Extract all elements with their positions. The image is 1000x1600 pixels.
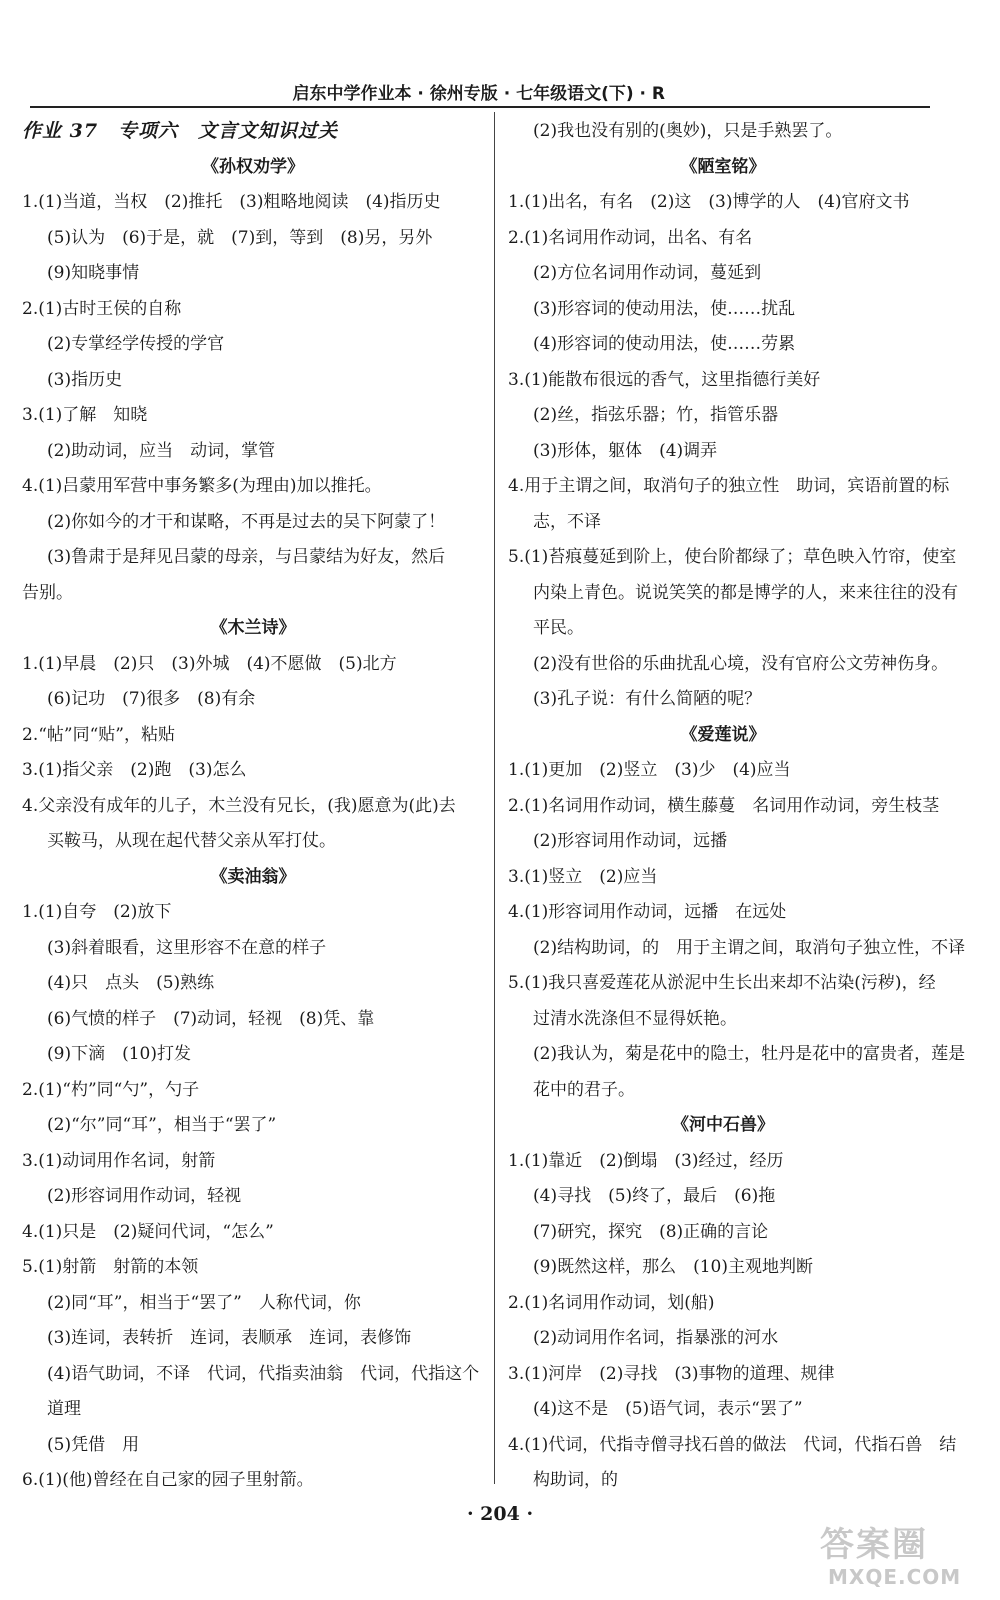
answer-line: (2)专掌经学传授的学官 <box>47 334 225 354</box>
answer-line: (2)结构助词，的 用于主谓之间，取消句子独立性，不译 <box>533 937 966 958</box>
answer-line: (4)寻找 (5)终了，最后 (6)拖 <box>533 1186 776 1206</box>
answer-line: 1.(1)更加 (2)竖立 (3)少 (4)应当 <box>508 760 791 780</box>
answer-line: 2.(1)“杓”同“勺”，勺子 <box>22 1079 200 1100</box>
answer-line: 过清水洗涤但不显得妖艳。 <box>533 1008 737 1029</box>
watermark-domain: MXQE.COM <box>828 1565 962 1589</box>
answer-line: (4)这不是 (5)语气词，表示“罢了” <box>533 1399 803 1419</box>
answer-line: 3.(1)能散布很远的香气，这里指德行美好 <box>508 369 821 390</box>
answer-line: 1.(1)靠近 (2)倒塌 (3)经过，经历 <box>508 1150 784 1171</box>
answer-line: (2)形容词用作动词，远播 <box>533 831 728 851</box>
watermark-text: 答案圈 <box>820 1525 928 1565</box>
answer-line: (2)“尔”同“耳”，相当于“罢了” <box>47 1115 277 1135</box>
running-header: 启东中学作业本 · 徐州专版 · 七年级语文(下) · R <box>30 80 930 108</box>
answer-line: (2)助动词，应当 动词，掌管 <box>47 440 276 461</box>
answer-line: (3)斜着眼看，这里形容不在意的样子 <box>47 937 327 958</box>
answer-line: 3.(1)动词用作名词，射箭 <box>22 1150 216 1171</box>
answer-line: 3.(1)了解 知晓 <box>22 405 148 425</box>
answer-line: 道理 <box>47 1399 81 1419</box>
answer-line: (3)连词，表转折 连词，表顺承 连词，表修饰 <box>47 1328 412 1348</box>
answer-line: 平民。 <box>533 618 584 638</box>
answer-line: (2)动词用作名词，指暴涨的河水 <box>533 1328 779 1348</box>
answer-line: 4.用于主谓之间，取消句子的独立性 助词，宾语前置的标 <box>508 476 950 496</box>
answer-line: 2.“帖”同“贴”，粘贴 <box>22 724 175 745</box>
answer-line: (4)形容词的使动用法，使……劳累 <box>533 334 796 354</box>
answer-line: 2.(1)古时王侯的自称 <box>22 298 182 319</box>
answer-line: (3)形体，躯体 (4)调弄 <box>533 440 718 461</box>
section-title: 《卖油翁》 <box>210 866 296 887</box>
left-column <box>22 114 484 1499</box>
answer-line: 志，不译 <box>533 511 601 532</box>
answer-line: (6)气愤的样子 (7)动词，轻视 (8)凭、靠 <box>47 1008 375 1029</box>
answer-line: 4.(1)形容词用作动词，远播 在远处 <box>508 902 787 922</box>
answer-line: 买鞍马，从现在起代替父亲从军打仗。 <box>47 831 336 851</box>
answer-line: (2)同“耳”，相当于“罢了” 人称代词，你 <box>47 1292 361 1313</box>
answer-line: 4.(1)代词，代指寺僧寻找石兽的做法 代词，代指石兽 结 <box>508 1434 957 1455</box>
answer-line: (2)你如今的才干和谋略，不再是过去的吴下阿蒙了！ <box>47 511 446 532</box>
right-column <box>508 114 966 1499</box>
answer-line: 5.(1)射箭 射箭的本领 <box>22 1257 199 1277</box>
section-title: 《河中石兽》 <box>672 1115 774 1135</box>
answer-line: (3)鲁肃于是拜见吕蒙的母亲，与吕蒙结为好友，然后 <box>47 547 446 567</box>
answer-line: (5)认为 (6)于是，就 (7)到，等到 (8)另，另外 <box>47 227 433 248</box>
answer-line: (4)语气助词，不译 代词，代指卖油翁 代词，代指这个 <box>47 1363 480 1384</box>
section-title: 《孙权劝学》 <box>202 156 304 177</box>
answer-line: 1.(1)出名，有名 (2)这 (3)博学的人 (4)官府文书 <box>508 192 910 212</box>
answer-line: (4)只 点头 (5)熟练 <box>47 973 215 993</box>
section-title: 《爱莲说》 <box>680 724 766 745</box>
answer-line: (2)方位名词用作动词，蔓延到 <box>533 263 762 283</box>
answer-line: 4.(1)只是 (2)疑问代词，“怎么” <box>22 1221 274 1242</box>
section-title: 《陋室铭》 <box>680 156 766 177</box>
answer-line: 内染上青色。说说笑笑的都是博学的人，来来往往的没有 <box>533 582 958 603</box>
assignment-title: 作业 37 专项六 文言文知识过关 <box>22 120 339 142</box>
answer-line: 6.(1)(他)曾经在自己家的园子里射箭。 <box>22 1470 314 1490</box>
answer-line: 2.(1)名词用作动词，划(船) <box>508 1292 715 1313</box>
answer-line: (9)既然这样，那么 (10)主观地判断 <box>533 1257 813 1277</box>
answer-line: (3)指历史 <box>47 369 123 390</box>
watermark-logo <box>820 1525 990 1595</box>
answer-line: 3.(1)指父亲 (2)跑 (3)怎么 <box>22 760 247 780</box>
column-divider <box>494 112 495 1484</box>
answer-line: (2)形容词用作动词，轻视 <box>47 1186 242 1206</box>
answer-line: (3)形容词的使动用法，使……扰乱 <box>533 298 796 319</box>
answer-line: 2.(1)名词用作动词，横生藤蔓 名词用作动词，旁生枝茎 <box>508 795 940 816</box>
answer-line: (2)我也没有别的(奥妙)，只是手熟罢了。 <box>533 121 843 141</box>
page-number: · 204 · <box>466 1503 534 1525</box>
answer-line: (3)孔子说：有什么简陋的呢？ <box>533 689 762 709</box>
answer-line: (6)记功 (7)很多 (8)有余 <box>47 689 256 709</box>
answer-line: (7)研究，探究 (8)正确的言论 <box>533 1221 769 1242</box>
answer-line: 告别。 <box>22 582 73 603</box>
answer-line: 5.(1)我只喜爱莲花从淤泥中生长出来却不沾染(污秽)，经 <box>508 973 936 993</box>
answer-line: (9)知晓事情 <box>47 263 140 283</box>
answer-line: 5.(1)苔痕蔓延到阶上，使台阶都绿了；草色映入竹帘，使室 <box>508 547 957 567</box>
answer-line: (2)丝，指弦乐器；竹，指管乐器 <box>533 405 779 425</box>
answer-line: 4.父亲没有成年的儿子，木兰没有兄长，(我)愿意为(此)去 <box>22 795 456 816</box>
answer-line: 花中的君子。 <box>533 1079 635 1100</box>
answer-line: (5)凭借 用 <box>47 1434 140 1455</box>
answer-line: 1.(1)早晨 (2)只 (3)外城 (4)不愿做 (5)北方 <box>22 653 397 674</box>
section-title: 《木兰诗》 <box>210 618 296 638</box>
answer-line: (2)我认为，菊是花中的隐士，牡丹是花中的富贵者，莲是 <box>533 1044 966 1064</box>
answer-line: 2.(1)名词用作动词，出名、有名 <box>508 227 753 248</box>
answer-line: 1.(1)自夸 (2)放下 <box>22 902 172 922</box>
answer-line: (9)下滴 (10)打发 <box>47 1044 191 1064</box>
answer-line: 3.(1)河岸 (2)寻找 (3)事物的道理、规律 <box>508 1363 835 1384</box>
answer-line: 1.(1)当道，当权 (2)推托 (3)粗略地阅读 (4)指历史 <box>22 192 441 212</box>
answer-line: 3.(1)竖立 (2)应当 <box>508 866 658 887</box>
answer-line: (2)没有世俗的乐曲扰乱心境，没有官府公文劳神伤身。 <box>533 653 949 674</box>
answer-line: 构助词，的 <box>533 1470 618 1490</box>
answer-line: 4.(1)吕蒙用军营中事务繁多(为理由)加以推托。 <box>22 476 382 496</box>
